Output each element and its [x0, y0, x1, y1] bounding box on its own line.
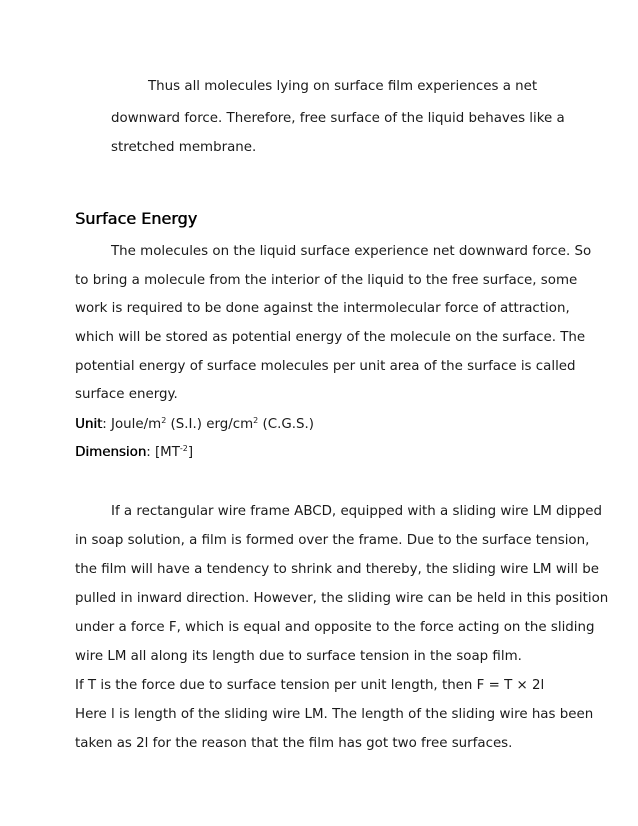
frame-line-2: in soap solution, a film is formed over the frame. Due to the surface tension, [75, 533, 590, 548]
unit-text-c: (C.G.S.) [258, 417, 314, 432]
dimension-text-b: ] [187, 445, 194, 460]
frame-line-5: under a force F, which is equal and opposite to the force acting on the sliding [75, 620, 595, 635]
frame-line-6: wire LM all along its length due to surface tension in the soap film. [75, 649, 522, 664]
frame-line-7: If T is the force due to surface tension per unit length, then F = T × 2l [75, 678, 545, 693]
paragraph-line-4: which will be stored as potential energy of the molecule on the surface. The [75, 330, 586, 345]
dimension-line [75, 444, 193, 462]
dimension-sup: -2 [179, 444, 188, 453]
paragraph-line-5: potential energy of surface molecules per unit area of the surface is called [75, 359, 576, 374]
dimension-text-a: : [MT [146, 445, 180, 460]
paragraph-line-3: work is required to be done against the intermolecular force of attraction, [75, 301, 570, 316]
unit-sup-b: 2 [253, 416, 259, 425]
paragraph-line-1: The molecules on the liquid surface experience net downward force. So [111, 244, 592, 259]
intro-line-1: Thus all molecules lying on surface film experiences a net [148, 79, 538, 94]
frame-line-1: If a rectangular wire frame ABCD, equipped with a sliding wire LM dipped [111, 504, 602, 519]
paragraph-line-2: to bring a molecule from the interior of the liquid to the free surface, some [75, 273, 578, 288]
intro-line-2: downward force. Therefore, free surface of the liquid behaves like a [111, 111, 565, 126]
unit-label: Unit [75, 417, 103, 432]
unit-text-a: : Joule/m [102, 417, 162, 432]
frame-line-9: taken as 2l for the reason that the film has got two free surfaces. [75, 736, 513, 751]
frame-line-4: pulled in inward direction. However, the sliding wire can be held in this position [75, 591, 609, 606]
unit-text-b: (S.I.) erg/cm [166, 417, 254, 432]
frame-line-3: the film will have a tendency to shrink and thereby, the sliding wire LM will be [75, 562, 599, 577]
unit-line [75, 416, 314, 434]
section-heading: Surface Energy [75, 209, 198, 228]
unit-sup-a: 2 [161, 416, 167, 425]
intro-line-3: stretched membrane. [111, 140, 257, 155]
frame-line-8: Here l is length of the sliding wire LM. The length of the sliding wire has been [75, 707, 594, 722]
paragraph-line-6: surface energy. [75, 387, 178, 402]
dimension-label: Dimension [75, 445, 147, 460]
